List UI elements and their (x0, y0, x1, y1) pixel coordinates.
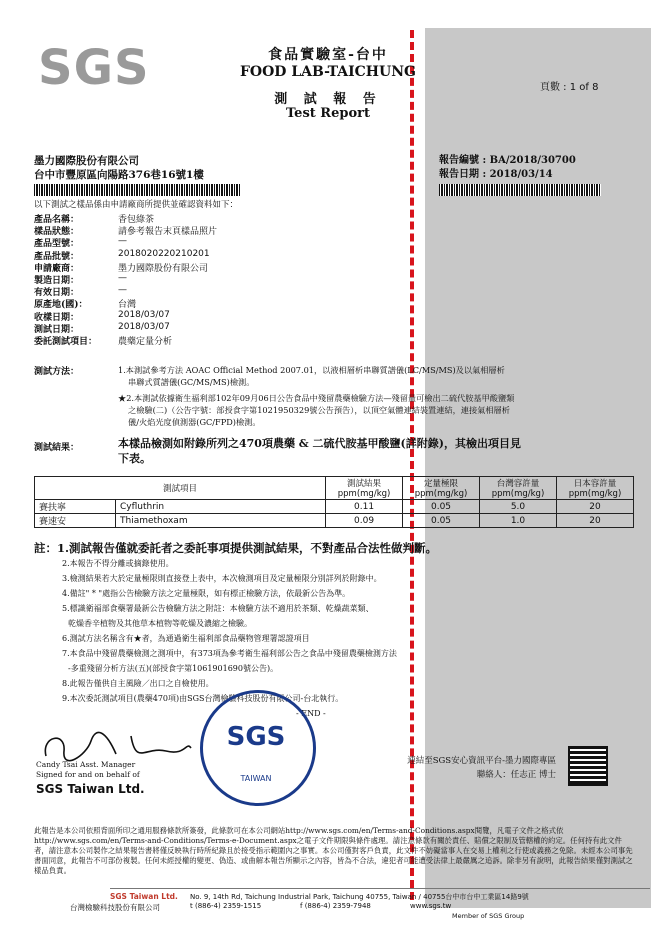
table-cell: Thiamethoxam (116, 514, 326, 528)
method-label: 測試方法： (34, 367, 80, 377)
note-item: 註：1.測試報告僅就委託者之委託事項提供測試結果，不對產品合法性做判斷。 (34, 541, 438, 555)
table-header: 定量極限 ppm(mg/kg) (403, 477, 480, 500)
signatory-name: Candy Tsai Asst. Manager (36, 760, 136, 769)
intro-text: 以下測試之樣品係由申請廠商所提供並確認資料如下： (34, 200, 239, 210)
footer-tel: t (886-4) 2359-1515 (190, 902, 262, 910)
table-cell: 賽速安 (35, 514, 116, 528)
method-line: 1.本測試參考方法 AOAC Official Method 2007.01，以液相層析串聯質譜儀(LC/MS/MS)及以氣相層析 (118, 365, 505, 375)
footer-company-zh: 台灣檢驗科技股份有限公司 (70, 903, 160, 912)
table-cell: 20 (556, 500, 633, 514)
field-label: 有效日期： (34, 288, 80, 299)
field-label: 樣品狀態： (34, 227, 80, 238)
lab-title-en: FOOD LAB-TAICHUNG (239, 64, 417, 80)
footer-company-en: SGS Taiwan Ltd. (110, 892, 178, 901)
report-meta (439, 154, 576, 182)
lab-title-zh: 食品實驗室-台中 (268, 47, 388, 63)
client-address: 台中市豐原區向陽路376巷16號1樓 (34, 169, 204, 181)
result-table (34, 476, 634, 528)
note-item: 6.測試方法名稱含有★者，為通過衛生福利部食品藥物管理署認證項目 (62, 634, 310, 643)
contact-person: 聯絡人：任志正 博士 (476, 770, 556, 780)
note-item: 7.本食品中殘留農藥檢測之測項中，有373項為參考衛生福利部公告之食品中殘留農藥檢測方法 (62, 649, 397, 658)
report-date: 報告日期 : 2018/03/14 (439, 169, 553, 180)
method-line: 串聯式質譜儀(GC/MS/MS)檢測。 (128, 377, 255, 387)
table-row (35, 500, 634, 514)
footer-divider (110, 888, 650, 889)
method-line: ★2.本測試依據衛生福利部102年09月06日公告食品中殘留農藥檢驗方法—殘留量可檢出二硫代胺基甲酸鹽類 (118, 393, 515, 403)
footer-fax: f (886-4) 2359-7948 (300, 902, 371, 910)
footer-member: Member of SGS Group (452, 912, 525, 920)
field-value: 農藥定量分析 (118, 337, 173, 347)
contact-block (366, 754, 556, 782)
signatory-block (36, 760, 140, 780)
table-cell: 1.0 (480, 514, 557, 528)
table-cell: 20 (556, 514, 633, 528)
field-value: 2018/03/07 (118, 309, 170, 320)
contact-platform: 連結至SGS安心資訊平台-墨力國際專區 (407, 756, 556, 766)
end-mark: - END - (296, 709, 326, 718)
field-label: 測試日期： (34, 324, 80, 335)
table-cell: 賽扶寧 (35, 500, 116, 514)
footer-web: www.sgs.tw (410, 902, 452, 910)
barcode-right (439, 184, 601, 196)
field-label: 製造日期： (34, 276, 80, 286)
table-cell: 0.09 (326, 514, 403, 528)
report-title-en: Test Report (286, 106, 370, 121)
note-item: 5.標識衛福部食藥署最新公告檢驗方法之附註：本檢驗方法不適用於茶類、乾燥蔬菜類、 (62, 604, 374, 613)
field-value: — (118, 285, 127, 296)
field-value: 香包綠茶 (118, 215, 155, 225)
field-value: — (118, 273, 127, 283)
result-label: 測試結果： (34, 443, 80, 453)
field-label: 收樣日期： (34, 312, 80, 323)
table-header-row (35, 477, 634, 500)
field-value: — (118, 236, 127, 247)
page-number: 頁數 : 1 of 8 (540, 82, 599, 93)
field-value: 台灣 (118, 300, 137, 311)
table-header: 日本容許量 ppm(mg/kg) (556, 477, 633, 500)
result-text: 本樣品檢測如附錄所列之470項農藥 & 二硫代胺基甲酸鹽(詳附錄)，其檢出項目見下表。 (118, 437, 521, 465)
table-cell: 0.05 (403, 500, 480, 514)
note-item: 2.本報告不得分離或摘錄使用。 (62, 559, 174, 568)
seal-center-text: SGS (226, 722, 286, 752)
footer-disclaimer: 此報告是本公司依照背面所印之通用服務條款所簽發，此條款可在本公司網站http://www.sgs.com/en/Terms-and-Conditions.aspx閱覽，凡電子文件之格式依http://www.sgs.com/en/Terms-and-Conditions/Terms-e-Document.aspx之電子文件期限與條件處理。請注意條款有關於責任、賠償之限制及管轄權的約定。任何持有此文件者，請注意本公司製作之結果報告書將僅反映執行時所紀錄且於接受指示範圍內之事實。本公司僅對客戶負責，此文件不妨礙當事人在交易上權利之行使或義務之免除。未經本公司事先書面同意，此報告不可部份複製。任何未經授權的變更、偽造、或曲解本報告所顯示之內容，皆為不合法，違犯者可能遭受法律上最嚴厲之追訴。除非另有說明，此報告結果僅對測試之樣品負責。 (34, 826, 633, 875)
note-item: -多重殘留分析方法(五)(部授食字第1061901690號公告)。 (68, 664, 279, 673)
table-row (35, 514, 634, 528)
sgs-logo: SGS (38, 40, 150, 96)
field-label: 產品名稱： (34, 215, 80, 225)
method-line: 之檢驗(二)（公告字號：部授食字第1021950329號公告預告），以頂空氣體連結裝置連結，連接氣相層析 (128, 405, 510, 415)
note-item: 乾燥香辛植物及其他草本植物等乾燥及濃縮之檢驗。 (68, 619, 252, 628)
table-cell: Cyfluthrin (116, 500, 326, 514)
field-label: 申請廠商： (34, 263, 80, 274)
footer-address: No. 9, 14th Rd, Taichung Industrial Park, Taichung 40755, Taiwan / 40755台中市台中工業區14路9號 (190, 893, 529, 901)
client-name: 墨力國際股份有限公司 (34, 155, 139, 167)
report-number: 報告編號 : BA/2018/30700 (439, 155, 576, 166)
client-block (34, 154, 204, 182)
field-value: 2018/03/07 (118, 321, 170, 332)
field-value: 墨力國際股份有限公司 (118, 263, 209, 274)
table-cell: 0.11 (326, 500, 403, 514)
note-item: 3.檢測結果若大於定量極限則直接登上表中，本次檢測項目及定量極限分別詳列於附錄中。 (62, 574, 382, 583)
field-value: 2018020220210201 (118, 248, 210, 259)
seal-bottom-text: TAIWAN (240, 774, 272, 783)
barcode-left (34, 184, 240, 196)
table-header: 測試項目 (35, 477, 326, 500)
field-label: 產品型號： (34, 239, 80, 250)
field-value: 請參考報告末頁樣品照片 (118, 227, 218, 238)
note-item: 8.此報告僅供自主風險／出口之自檢使用。 (62, 679, 214, 688)
table-cell: 5.0 (480, 500, 557, 514)
signatory-behalf: Signed for and on behalf of (36, 770, 140, 779)
report-title-zh: 測 試 報 告 (274, 92, 382, 107)
method-line: 儀/火焰光度偵測器(GC/FPD)檢測。 (128, 417, 261, 427)
field-label: 產品批號： (34, 251, 80, 262)
signatory-company: SGS Taiwan Ltd. (36, 782, 145, 796)
table-header: 台灣容許量 ppm(mg/kg) (480, 477, 557, 500)
note-item: 9.本次委託測試項目(農藥470項)由SGS台灣檢驗科技股份有限公司-台北執行。 (62, 694, 344, 703)
qr-code-icon (570, 748, 606, 784)
field-label: 委託測試項目： (34, 337, 98, 347)
note-item: 4.備註" * "處指公告檢驗方法之定量極限，如有標正檢驗方法，依最新公告為準。 (62, 589, 351, 598)
table-cell: 0.05 (403, 514, 480, 528)
table-header: 測試結果 ppm(mg/kg) (326, 477, 403, 500)
field-label: 原產地(國)： (34, 300, 88, 311)
